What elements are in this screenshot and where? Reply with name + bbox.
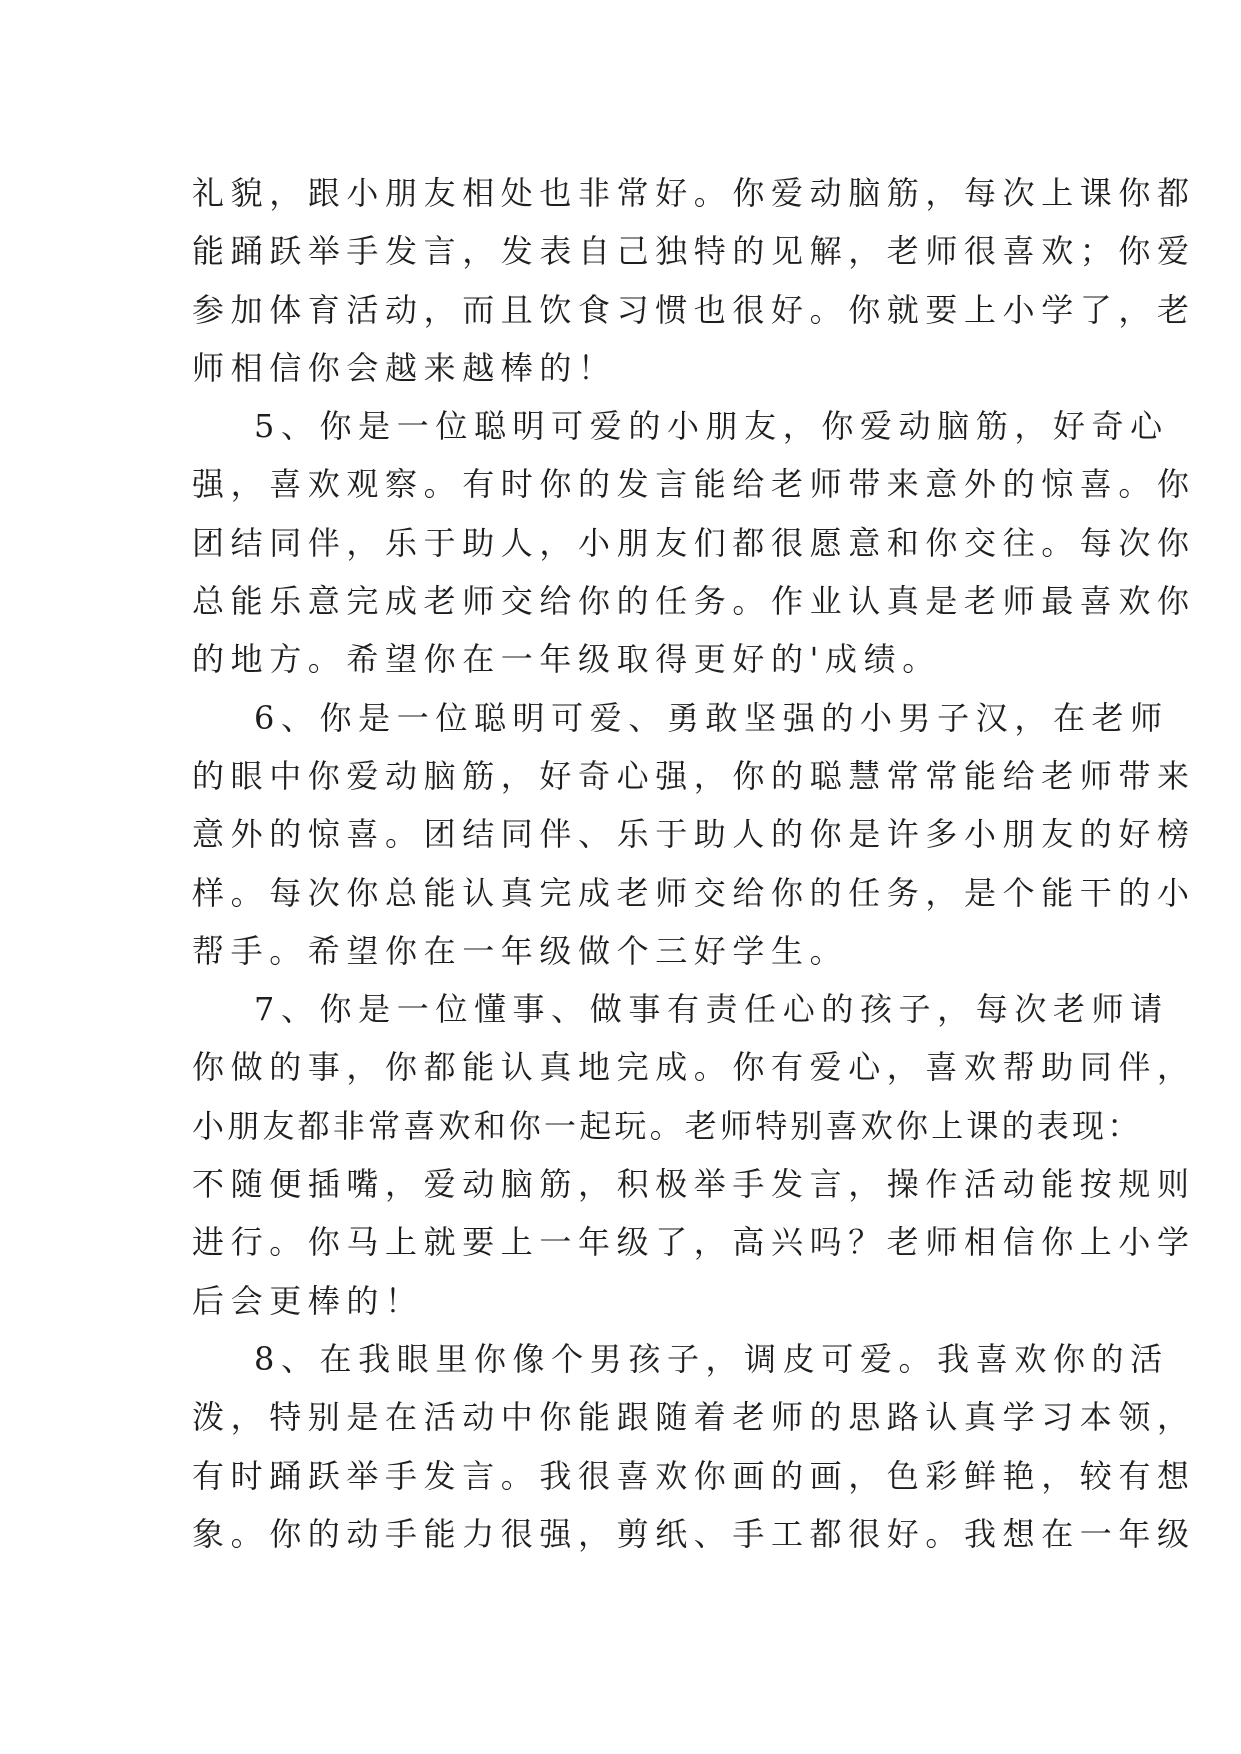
text-line: 小朋友都非常喜欢和你一起玩。老师特别喜欢你上课的表现： xyxy=(192,1106,1143,1145)
text-line: 师相信你会越来越棒的！ xyxy=(192,348,617,387)
paragraph-start-7: 7、你是一位懂事、做事有责任心的孩子，每次老师请 xyxy=(254,990,1169,1029)
text-line: 礼貌，跟小朋友相处也非常好。你爱动脑筋，每次上课你都 xyxy=(192,174,1196,212)
text-line: 意外的惊喜。团结同伴、乐于助人的你是许多小朋友的好榜 xyxy=(192,815,1196,854)
text-line: 总能乐意完成老师交给你的任务。作业认真是老师最喜欢你 xyxy=(192,582,1196,621)
text-line: 进行。你马上就要上一年级了，高兴吗？老师相信你上小学 xyxy=(192,1223,1196,1262)
text-line: 团结同伴，乐于助人，小朋友们都很愿意和你交往。每次你 xyxy=(192,523,1196,562)
text-line: 样。每次你总能认真完成老师交给你的任务，是个能干的小 xyxy=(192,873,1196,912)
text-line: 后会更棒的！ xyxy=(192,1281,424,1320)
paragraph-start-6: 6、你是一位聪明可爱、勇敢坚强的小男子汉，在老师 xyxy=(254,698,1169,737)
text-line: 能踊跃举手发言，发表自己独特的见解，老师很喜欢；你爱 xyxy=(192,232,1196,271)
text-line: 强，喜欢观察。有时你的发言能给老师带来意外的惊喜。你 xyxy=(192,465,1196,504)
text-line: 参加体育活动，而且饮食习惯也很好。你就要上小学了，老 xyxy=(192,290,1196,329)
text-line: 泼，特别是在活动中你能跟随着老师的思路认真学习本领， xyxy=(192,1398,1196,1437)
text-line: 的眼中你爱动脑筋，好奇心强，你的聪慧常常能给老师带来 xyxy=(192,756,1196,795)
paragraph-start-5: 5、你是一位聪明可爱的小朋友，你爱动脑筋，好奇心 xyxy=(254,407,1169,446)
text-line: 帮手。希望你在一年级做个三好学生。 xyxy=(192,931,849,970)
text-line: 你做的事，你都能认真地完成。你有爱心，喜欢帮助同伴， xyxy=(192,1048,1196,1087)
text-line: 象。你的动手能力很强，剪纸、手工都很好。我想在一年级 xyxy=(192,1514,1196,1553)
text-line: 不随便插嘴，爱动脑筋，积极举手发言，操作活动能按规则 xyxy=(192,1165,1196,1204)
text-line: 有时踊跃举手发言。我很喜欢你画的画，色彩鲜艳，较有想 xyxy=(192,1456,1196,1495)
paragraph-start-8: 8、在我眼里你像个男孩子，调皮可爱。我喜欢你的活 xyxy=(254,1339,1169,1378)
document-body xyxy=(192,164,1196,1563)
text-line: 的地方。希望你在一年级取得更好的'成绩。 xyxy=(192,640,941,679)
